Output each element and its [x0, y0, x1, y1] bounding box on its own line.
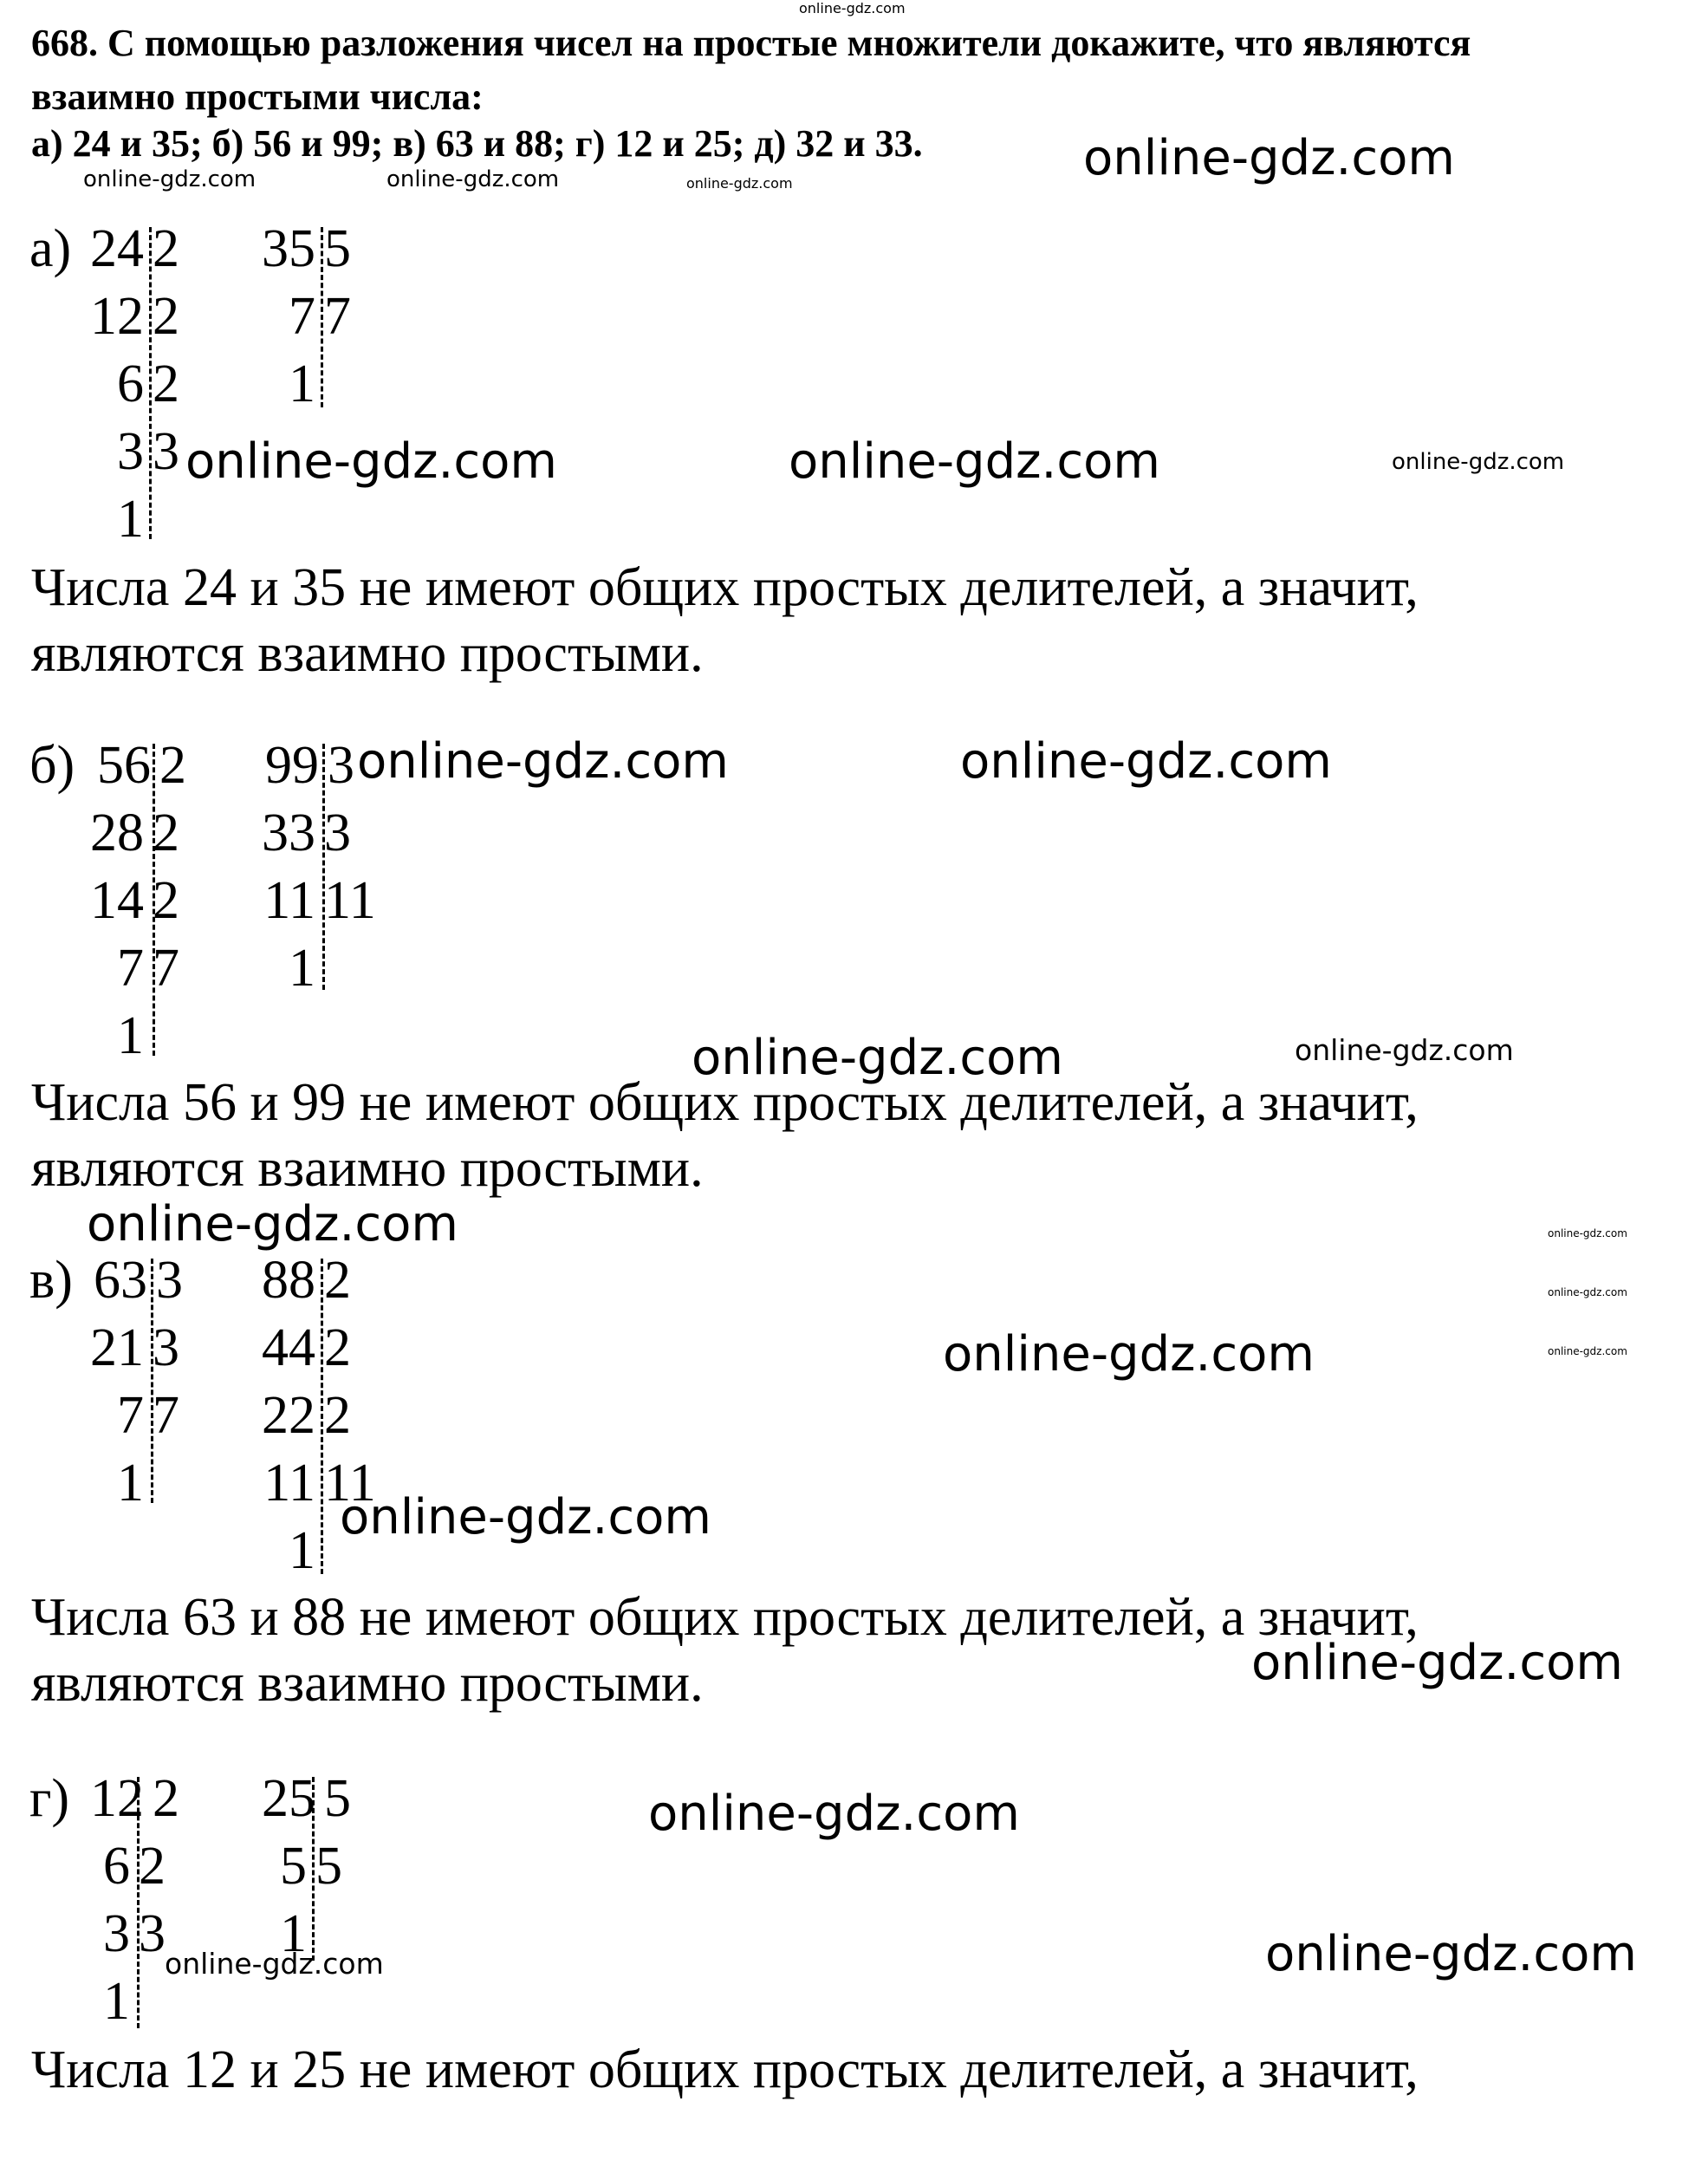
- dividend: 35: [262, 219, 315, 278]
- task-line-2: взаимно простыми числа:: [31, 75, 484, 118]
- watermark: online-gdz.com: [83, 166, 257, 192]
- factor: 3: [153, 1318, 179, 1377]
- watermark: online-gdz.com: [185, 433, 557, 490]
- watermark: online-gdz.com: [340, 1489, 711, 1545]
- divider-line: [151, 1259, 153, 1503]
- factor: 2: [153, 355, 179, 413]
- watermark: online-gdz.com: [1295, 1033, 1514, 1067]
- watermark: online-gdz.com: [1392, 449, 1565, 475]
- dividend: 11: [263, 871, 315, 930]
- watermark: online-gdz.com: [692, 1030, 1063, 1086]
- conclusion-line-2: являются взаимно простыми.: [31, 1139, 704, 1198]
- conclusion-line-1: Числа 24 и 35 не имеют общих простых делителей, а значит,: [31, 558, 1419, 617]
- dividend: 88: [262, 1251, 315, 1310]
- dividend: 14: [90, 871, 144, 930]
- factor: 2: [153, 871, 179, 930]
- factor: 3: [328, 736, 354, 795]
- watermark: online-gdz.com: [87, 1196, 458, 1252]
- divider-line: [321, 227, 323, 407]
- dividend: 7: [117, 1386, 144, 1445]
- watermark: online-gdz.com: [1548, 1345, 1627, 1357]
- dividend: 33: [262, 803, 315, 862]
- dividend: 99: [265, 736, 319, 795]
- factor: 7: [324, 287, 351, 346]
- dividend: 7: [117, 939, 144, 998]
- dividend: 1: [280, 1904, 307, 1963]
- watermark: online-gdz.com: [357, 733, 729, 790]
- dividend: 6: [117, 355, 144, 413]
- watermark: online-gdz.com: [960, 733, 1332, 790]
- dividend: 12: [90, 287, 144, 346]
- conclusion-line-1: Числа 56 и 99 не имеют общих простых делителей, а значит,: [31, 1073, 1419, 1132]
- divider-line: [322, 744, 325, 990]
- factor: 5: [324, 1769, 351, 1828]
- dividend: 28: [90, 803, 144, 862]
- watermark: online-gdz.com: [943, 1326, 1315, 1383]
- dividend: 22: [262, 1386, 315, 1445]
- task-line-3: а) 24 и 35; б) 56 и 99; в) 63 и 88; г) 12 и 25; д) 32 и 33.: [31, 122, 923, 165]
- divider-line: [321, 1259, 323, 1574]
- factor: 2: [153, 219, 179, 278]
- part-label: б): [29, 736, 75, 795]
- dividend: 11: [263, 1454, 315, 1513]
- watermark: online-gdz.com: [386, 166, 560, 192]
- watermark: online-gdz.com: [799, 0, 906, 16]
- watermark: online-gdz.com: [686, 175, 793, 192]
- factor: 11: [324, 871, 376, 930]
- watermark: online-gdz.com: [1548, 1227, 1627, 1239]
- factor: 3: [324, 803, 351, 862]
- part-label: а): [29, 219, 72, 278]
- factor: 2: [324, 1251, 351, 1310]
- dividend: 7: [289, 287, 315, 346]
- dividend: 56: [97, 736, 151, 795]
- factor: 2: [153, 287, 179, 346]
- dividend: 1: [117, 1006, 144, 1065]
- dividend: 1: [117, 490, 144, 549]
- factor: 3: [153, 422, 179, 481]
- dividend: 1: [289, 1521, 315, 1580]
- factor: 2: [153, 1769, 179, 1828]
- factor: 3: [139, 1904, 166, 1963]
- dividend: 3: [117, 422, 144, 481]
- dividend: 25: [262, 1769, 315, 1828]
- part-label: в): [29, 1251, 73, 1310]
- divider-line: [153, 744, 155, 1056]
- factor: 2: [324, 1318, 351, 1377]
- factor: 3: [156, 1251, 183, 1310]
- dividend: 63: [94, 1251, 147, 1310]
- factor: 5: [324, 219, 351, 278]
- dividend: 44: [262, 1318, 315, 1377]
- factor: 11: [324, 1454, 376, 1513]
- factor: 2: [139, 1837, 166, 1896]
- divider-line: [312, 1777, 315, 1961]
- watermark: online-gdz.com: [1265, 1926, 1637, 1982]
- factor: 2: [159, 736, 186, 795]
- conclusion-line-1: Числа 63 и 88 не имеют общих простых делителей, а значит,: [31, 1588, 1419, 1647]
- conclusion-line-1: Числа 12 и 25 не имеют общих простых делителей, а значит,: [31, 2040, 1419, 2099]
- dividend: 1: [289, 939, 315, 998]
- factor: 5: [315, 1837, 342, 1896]
- dividend: 21: [90, 1318, 144, 1377]
- conclusion-line-2: являются взаимно простыми.: [31, 624, 704, 683]
- dividend: 1: [289, 355, 315, 413]
- part-label: г): [29, 1769, 70, 1828]
- divider-line: [137, 1777, 140, 2028]
- dividend: 1: [117, 1454, 144, 1513]
- dividend: 24: [90, 219, 144, 278]
- dividend: 1: [103, 1972, 130, 2031]
- conclusion-line-2: являются взаимно простыми.: [31, 1654, 704, 1713]
- watermark: online-gdz.com: [1083, 130, 1455, 186]
- dividend: 12: [90, 1769, 144, 1828]
- watermark: online-gdz.com: [1251, 1635, 1623, 1691]
- factor: 2: [153, 803, 179, 862]
- dividend: 6: [103, 1837, 130, 1896]
- dividend: 3: [103, 1904, 130, 1963]
- factor: 2: [324, 1386, 351, 1445]
- watermark: online-gdz.com: [648, 1786, 1020, 1842]
- divider-line: [149, 227, 152, 539]
- watermark: online-gdz.com: [1548, 1286, 1627, 1298]
- watermark: online-gdz.com: [165, 1947, 384, 1981]
- factor: 7: [153, 1386, 179, 1445]
- task-line-1: 668. С помощью разложения чисел на простые множители докажите, что являются: [31, 22, 1471, 64]
- dividend: 5: [280, 1837, 307, 1896]
- watermark: online-gdz.com: [789, 433, 1160, 490]
- factor: 7: [153, 939, 179, 998]
